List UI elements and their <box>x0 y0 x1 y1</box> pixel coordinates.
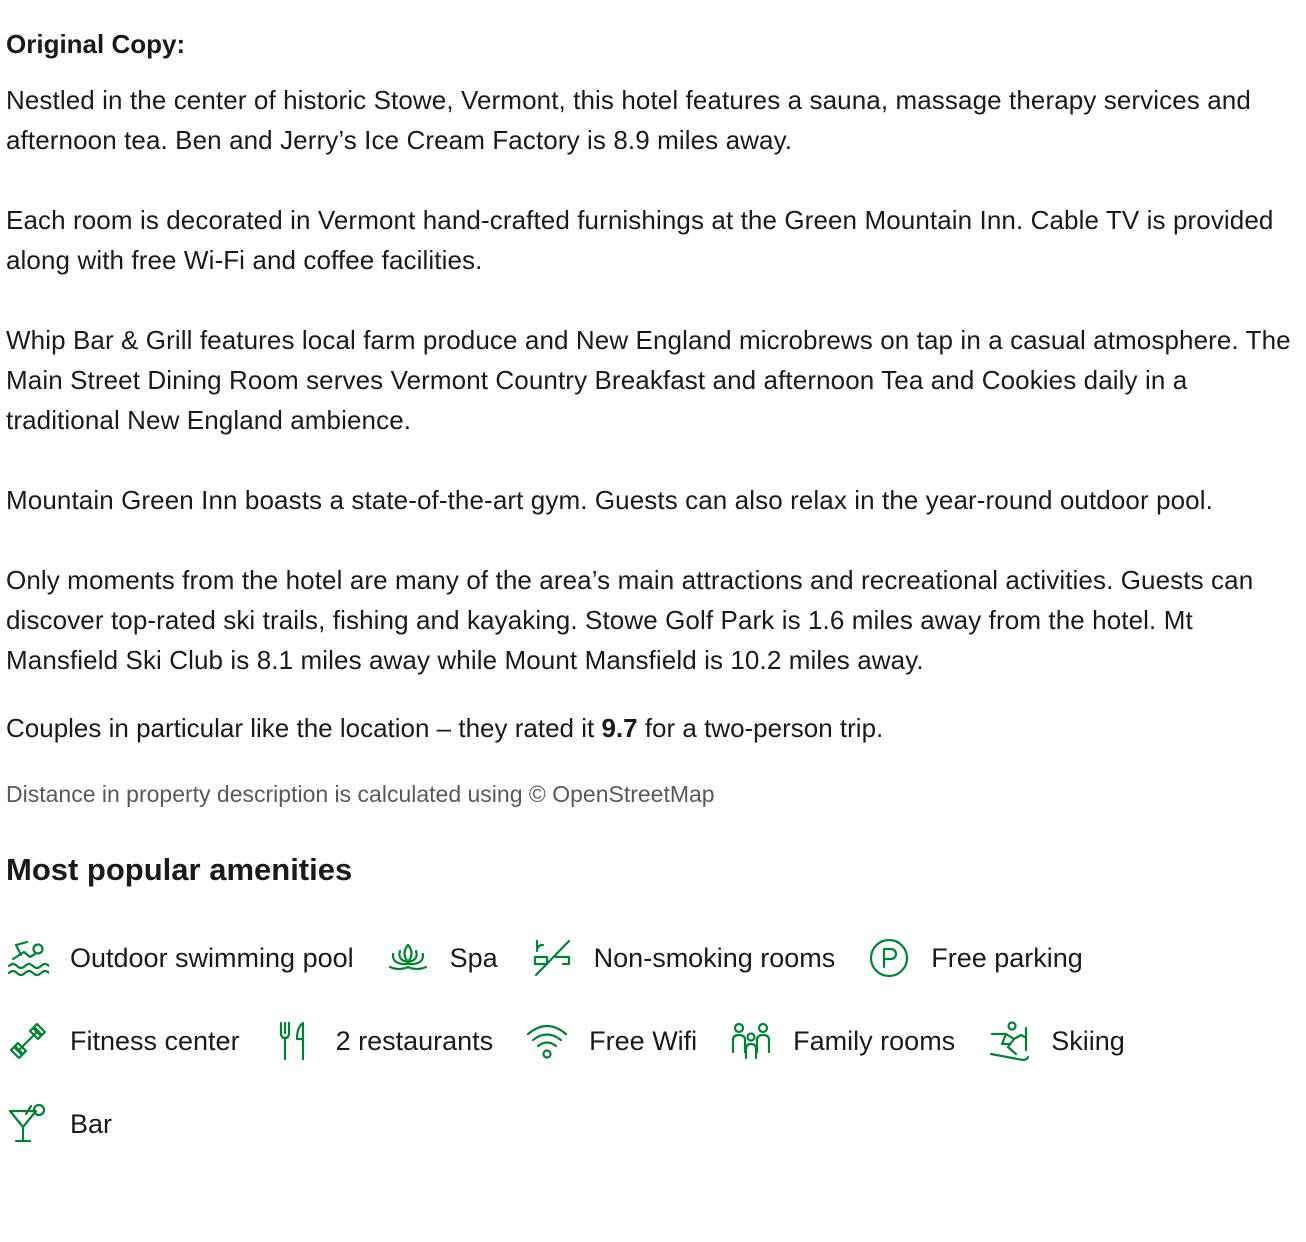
amenity-label: Bar <box>70 1108 113 1139</box>
couples-score: 9.7 <box>601 713 638 743</box>
amenity-label: Family rooms <box>793 1025 956 1056</box>
amenity-label: Skiing <box>1051 1025 1125 1056</box>
amenities-row <box>6 999 1296 1082</box>
spa-icon <box>386 936 430 980</box>
amenity-free-wifi <box>525 1019 697 1063</box>
amenity-label: Outdoor swimming pool <box>70 942 354 973</box>
amenity-label: Fitness center <box>70 1025 240 1056</box>
openstreetmap-note: Distance in property description is calculated using © OpenStreetMap <box>6 781 715 807</box>
description-body <box>6 80 1296 680</box>
amenity-skiing <box>987 1019 1125 1063</box>
section-label: Original Copy: <box>6 29 186 59</box>
swimming-icon <box>6 936 50 980</box>
amenity-fitness-center <box>6 1019 240 1063</box>
amenity-non-smoking-rooms <box>530 936 836 980</box>
amenity-label: Free parking <box>931 942 1083 973</box>
amenity-label: Spa <box>449 942 498 973</box>
amenity-label: Free Wifi <box>589 1025 698 1056</box>
amenities-title: Most popular amenities <box>6 852 353 887</box>
description-paragraph: Each room is decorated in Vermont hand-crafted furnishings at the Green Mountain Inn. Cable TV is provided along with free Wi-Fi and coffee facilities. <box>6 205 1274 275</box>
amenity-bar <box>6 1102 112 1146</box>
amenity-label: Non-smoking rooms <box>593 942 836 973</box>
amenity-free-parking <box>867 936 1083 980</box>
couples-suffix: for a two-person trip. <box>637 713 884 743</box>
skiing-icon <box>987 1019 1031 1063</box>
parking-icon <box>867 936 911 980</box>
amenity-restaurants <box>272 1019 494 1063</box>
description-paragraph: Nestled in the center of historic Stowe, Vermont, this hotel features a sauna, massage therapy services and afternoon tea. Ben and Jerry’s Ice Cream Factory is 8.9 miles away. <box>6 85 1251 155</box>
couples-prefix: Couples in particular like the location – they rated it <box>6 713 602 743</box>
couples-rating-text <box>6 708 1296 748</box>
fitness-icon <box>6 1019 50 1063</box>
amenities-row <box>6 916 1296 999</box>
no-smoking-icon <box>530 936 574 980</box>
description-paragraph: Whip Bar & Grill features local farm produce and New England microbrews on tap in a casual atmosphere. The Main Street Dining Room serves Vermont Country Breakfast and afternoon Tea and Cookies daily in a traditional New England ambience. <box>6 325 1291 435</box>
amenities-row <box>6 1082 1296 1165</box>
property-description-section <box>6 22 1296 1165</box>
description-paragraph: Only moments from the hotel are many of the area’s main attractions and recreational activities. Guests can discover top-rated ski trails, fishing and kayaking. Stowe Golf Park is 1.6 miles away from the hotel. Mt Mansfield Ski Club is 8.1 miles away while Mount Mansfield is 10.2 miles away. <box>6 565 1254 675</box>
restaurant-icon <box>272 1019 316 1063</box>
wifi-icon <box>525 1019 569 1063</box>
amenities-list <box>6 916 1296 1165</box>
amenity-label: 2 restaurants <box>335 1025 494 1056</box>
description-paragraph: Mountain Green Inn boasts a state-of-the-art gym. Guests can also relax in the year-round outdoor pool. <box>6 485 1213 515</box>
amenity-spa <box>386 936 498 980</box>
family-icon <box>729 1019 773 1063</box>
cocktail-icon <box>6 1102 50 1146</box>
amenity-family-rooms <box>729 1019 955 1063</box>
amenity-outdoor-swimming-pool <box>6 936 354 980</box>
